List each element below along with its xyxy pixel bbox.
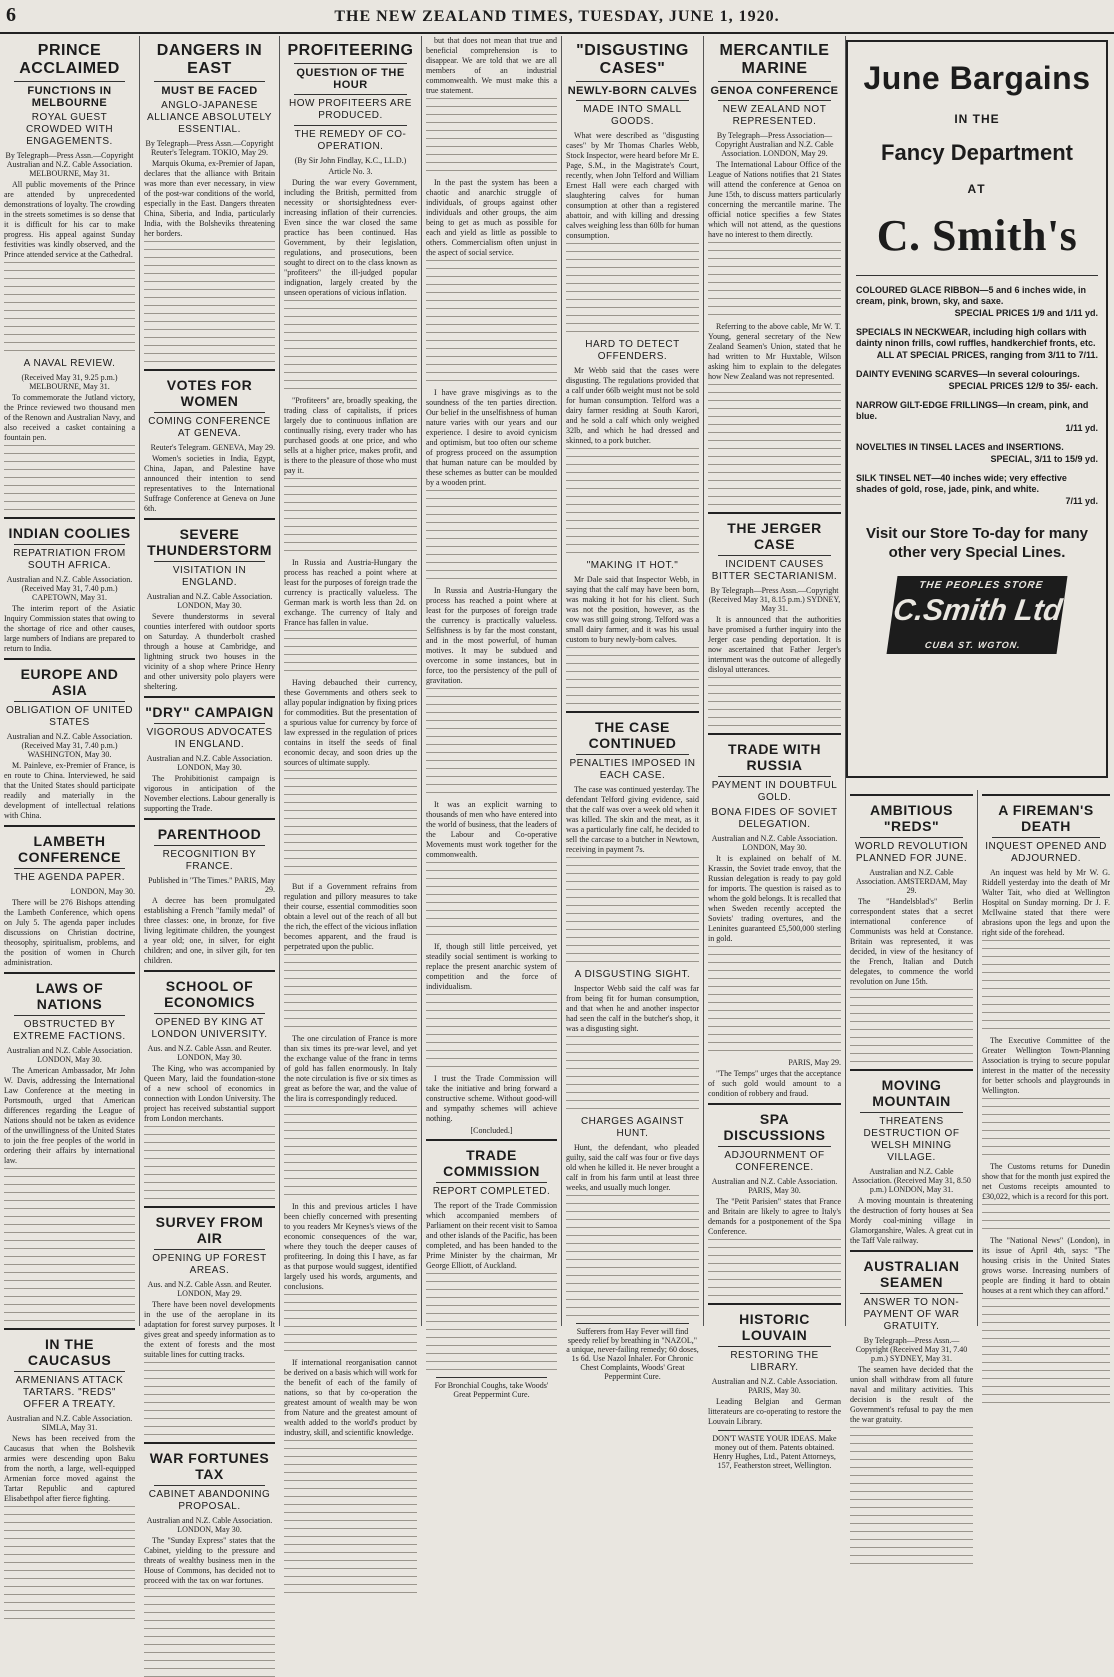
headline: INDIAN COOLIES bbox=[8, 525, 131, 541]
headline: A FIREMAN'S DEATH bbox=[998, 802, 1094, 834]
subheadline: RECOGNITION BY FRANCE. bbox=[162, 849, 257, 872]
dateline: Australian and N.Z. Cable Association. LONDON, May 30. bbox=[6, 1046, 133, 1064]
headline: MOVING MOUNTAIN bbox=[872, 1077, 951, 1109]
dateline: By Telegraph—Press Association—Copyright Australian and N.Z. Cable Association. LONDON, May 29. bbox=[715, 131, 834, 158]
ad-department: Fancy Department bbox=[881, 140, 1073, 165]
column-5 bbox=[562, 36, 704, 1381]
headline: VOTES FOR WOMEN bbox=[166, 377, 253, 409]
article-text: "Profiteers" are, broadly speaking, the trading class of capitalists, if prices largely due to continuous inflation are continually rising, every trader who has purchased goods at one price, and who sells at a higher price, makes profit, and is there to the pleasure of those who must pay it. bbox=[284, 396, 417, 475]
subheadline: GENOA CONFERENCE bbox=[710, 85, 839, 97]
article-text: The International Labour Office of the League of Nations notifies that 21 States will attend the conference at Genoa on June 15th, to discuss matters particularly concerning the mercantile marine. The official notice specifies a few States which will not attend, as the questions have no interest to them directly. bbox=[708, 160, 841, 239]
headline: IN THE CAUCASUS bbox=[27, 1336, 112, 1368]
headline: EUROPE AND ASIA bbox=[20, 666, 119, 698]
subheadline: A DISGUSTING SIGHT. bbox=[574, 969, 691, 980]
headline: "DISGUSTING CASES" bbox=[576, 42, 689, 77]
article-text: It was an explicit warning to thousands of men who have entered into the world of business, that the leaders of the Labour and Co-operative Movements must work together for the commonwealth. bbox=[426, 800, 557, 859]
subheadline: VIGOROUS ADVOCATES IN ENGLAND. bbox=[146, 727, 273, 750]
subheadline: THE REMEDY OF CO-OPERATION. bbox=[294, 129, 407, 152]
headline: THE JERGER CASE bbox=[727, 520, 822, 552]
headline: SCHOOL OF ECONOMICS bbox=[164, 978, 255, 1010]
ad-item-text: SILK TINSEL NET—40 inches wide; very effective shades of gold, rose, jade, pink, and white. bbox=[856, 473, 1067, 494]
headline: "DRY" CAMPAIGN bbox=[145, 704, 274, 720]
article-text: An inquest was held by Mr W. G. Riddell yesterday into the death of Mr Walter Tait, who died at Wellington Hospital on Sunday morning. Dr J. F. McIlwaine stated that there were abrasions upon the legs and upon the right side of the forehead. bbox=[982, 868, 1110, 937]
headline: WAR FORTUNES TAX bbox=[149, 1450, 270, 1482]
ad-item-list bbox=[848, 285, 1106, 506]
article-text: Mr Dale said that Inspector Webb, in saying that the calf may have been born, was making it hot for his client. Such was not the position, however, as the cow was still going strong. Telford was a small dairy farmer, and it was his usual custom to bury newly-born calves. bbox=[566, 575, 699, 644]
subheadline: WORLD REVOLUTION PLANNED FOR JUNE. bbox=[854, 841, 968, 864]
article-text: Women's societies in India, Egypt, China, Japan, and Palestine have announced their intention to send representatives to the International Suffrage Conference at Geneva on June 6th. bbox=[144, 454, 275, 513]
subheadline: MUST BE FACED bbox=[161, 85, 258, 97]
dateline: Australian and N.Z. Cable Association. LONDON, May 30. bbox=[146, 592, 273, 610]
ad-item-text: NOVELTIES IN TINSEL LACES and INSERTIONS. bbox=[856, 442, 1064, 452]
subheadline: PENALTIES IMPOSED IN EACH CASE. bbox=[569, 758, 696, 781]
headline: THE CASE CONTINUED bbox=[588, 719, 677, 751]
rule bbox=[14, 81, 125, 82]
newspaper-title: THE NEW ZEALAND TIMES, TUESDAY, JUNE 1, 1920. bbox=[334, 8, 780, 25]
article-text: Marquis Okuma, ex-Premier of Japan, declares that the alliance with Britain was more than ever necessary, in view of the post-war conditions of the world, especially in the East. Dangers threaten China, Siberia, and India, particularly India, with the Bolsheviks threatening her borders. bbox=[144, 159, 275, 238]
headline: AUSTRALIAN SEAMEN bbox=[863, 1258, 960, 1290]
dateline: Australian and N.Z. Cable Association. (Received May 31, 7.40 p.m.) WASHINGTON, May 30. bbox=[6, 732, 133, 759]
article-text: The case was continued yesterday. The defendant Telford giving evidence, said that the calf was over a week old when it was killed. The skin and the meat, as it was a particularly fine calf, he decided to sell the carcase to a butcher in Newtown, receiving in payment 7s. bbox=[566, 785, 699, 854]
article-text: The one circulation of France is more than six times its pre-war level, and yet the exchange value of the franc in terms of gold has fallen enormously. In Italy the note circulation is five or six times as great as before the war, and the value of the lira is correspondingly reduced. bbox=[284, 1034, 417, 1103]
ad-item-text: DAINTY EVENING SCARVES—In several colourings. bbox=[856, 369, 1080, 379]
ad-item bbox=[848, 473, 1106, 506]
ad-item-price: SPECIAL PRICES 1/9 and 1/11 yd. bbox=[954, 308, 1098, 318]
subheadline: ANSWER TO NON-PAYMENT OF WAR GRATUITY. bbox=[863, 1297, 960, 1332]
article-text: To commemorate the Jutland victory, the Prince reviewed two thousand men of the Renown and Australian Navy, and also received a casket containing a fountain pen. bbox=[4, 393, 135, 442]
article-text: There will be 276 Bishops attending the Lambeth Conference, which opens on July 5. The agenda paper includes discussions on Christian doctrine, theosophy, spiritualism, problems, and the position of women in Church administration. bbox=[4, 898, 135, 967]
ad-store-name: C. Smith's bbox=[876, 211, 1078, 260]
article-text: In this and previous articles I have been chiefly concerned with presenting to you readers Mr Keynes's views of the economic consequences of the war, where they touch the deeper causes of profiteering. In doing this I have, as far as that purpose would suggest, identified largely used his words, arguments, and conclusions. bbox=[284, 1202, 417, 1291]
column-1 bbox=[0, 36, 140, 1503]
dateline: Australian and N.Z. Cable Association. LONDON, May 30. bbox=[146, 754, 273, 772]
subheadline: ARMENIANS ATTACK TARTARS. "REDS" OFFER A TREATY. bbox=[15, 1375, 124, 1410]
headline: MERCANTILE MARINE bbox=[719, 42, 830, 77]
headline: PARENTHOOD bbox=[157, 826, 262, 842]
subheadline: REPORT COMPLETED. bbox=[432, 1186, 551, 1197]
concluded-marker: [Concluded.] bbox=[470, 1126, 513, 1135]
article-text: If international reorganisation cannot be derived on a basis which will work for the benefit of each of the family of nations, so that by co-operation the greatest amount of wealth may be won from Nature and the greatest amount of wealth added to the world's product by industry, skill, and scientific knowledge. bbox=[284, 1358, 417, 1437]
article-text: Having debauched their currency, these Governments and others seek to allay popular indignation by fixing prices for commodities. But the presentation of a spurious value for currency by force of law expressed in the regulation of prices contains in itself the seeds of final economic decay, and soon dries up the sources of ultimate supply. bbox=[284, 678, 417, 767]
dateline: Aus. and N.Z. Cable Assn. and Reuter. LONDON, May 30. bbox=[147, 1044, 272, 1062]
ad-item bbox=[848, 400, 1106, 433]
headline: SURVEY FROM AIR bbox=[155, 1214, 264, 1246]
article-text: but that does not mean that true and beneficial comprehension is to disappear. We are told that we are all members of an industrial commonwealth. We must make this a true statement. bbox=[426, 36, 557, 95]
dateline: By Telegraph—Press Assn.—Copyright Australian and N.Z. Cable Association. MELBOURNE, May 31. bbox=[5, 151, 134, 178]
column-6 bbox=[704, 36, 846, 1470]
article-text: Referring to the above cable, Mr W. T. Young, general secretary of the New Zealand Seamen's Union, stated that he had written to Mr Huxtable, Wilson asking him to explain to the delegates how New Zealand was not represented. bbox=[708, 322, 841, 381]
ad-title: June Bargains bbox=[863, 60, 1091, 96]
article-text: If, though still little perceived, yet steadily social sentiment is working to replace the present anarchic system of competition and the force of individualism. bbox=[426, 942, 557, 991]
article-text: What were described as "disgusting cases" by Mr Thomas Charles Webb, Stock Inspector, were heard before Mr E. Page, S.M., in the Magistrate's Court, recently, when John Telford and William Ernest Hall were each charged with slaughtering calves for human consumption at other than a registered abattoir, and with killing and dressing calves weighing less than 60lb for human consumption. bbox=[566, 131, 699, 240]
ad-item bbox=[848, 285, 1106, 318]
column-3 bbox=[280, 36, 422, 1437]
article-text: M. Painleve, ex-Premier of France, is en route to China. Interviewed, he said that the United States should participate readily and materially in the development of intellectual relations with China. bbox=[4, 761, 135, 820]
dateline: Australian and N.Z. Cable Association. AMSTERDAM, May 29. bbox=[855, 868, 968, 895]
column-4 bbox=[422, 36, 562, 1399]
article-text: Leading Belgian and German litterateurs are co-operating to restore the Louvain Library. bbox=[708, 1397, 841, 1426]
headline: TRADE COMMISSION bbox=[443, 1147, 540, 1179]
article-text: Inspector Webb said the calf was far from being fit for human consumption, and that when he and another inspector had seen the calf in the butcher's shop, it was a disgusting sight. bbox=[566, 984, 699, 1033]
subheadline: RESTORING THE LIBRARY. bbox=[730, 1350, 819, 1373]
article-text: All public movements of the Prince are attended by unprecedented demonstrations of loyalty. The crowding in the streets sometimes is so dense that it is difficult for his car to make progress. His appeal against Sunday festivities was kindly observed, and the Prince attended service at the Cathedral. bbox=[4, 180, 135, 259]
subheadline: REPATRIATION FROM SOUTH AFRICA. bbox=[13, 548, 126, 571]
subheadline: MADE INTO SMALL GOODS. bbox=[583, 104, 682, 127]
article-text: I trust the Trade Commission will take the initiative and bring forward a constructive scheme. Without good-will and sympathy schemes will achieve nothing. bbox=[426, 1074, 557, 1123]
dateline: Australian and N.Z. Cable Association. PARIS, May 30. bbox=[711, 1177, 838, 1195]
ad-item-text: COLOURED GLACE RIBBON—5 and 6 inches wide, in cream, pink, brown, sky, and saxe. bbox=[856, 285, 1087, 306]
subheadline: HARD TO DETECT OFFENDERS. bbox=[585, 339, 680, 362]
column-7-lower bbox=[846, 790, 978, 1424]
headline: SEVERE THUNDERSTORM bbox=[147, 526, 272, 558]
article-text: In Russia and Austria-Hungary the process has reached a point where at least for the purposes of foreign trade the currency is practically valueless. The German mark is worth less than 2d. on exchange. The currency of Italy and France has fallen in value. bbox=[284, 558, 417, 627]
ad-item-price: 7/11 yd. bbox=[1065, 496, 1098, 506]
article-text: There have been novel developments in the use of the aeroplane in its adaptation for forest survey purposes. It gives great and speedy information as to the extent of forests and the most suitable lines for cutting tracks. bbox=[144, 1300, 275, 1359]
dateline: PARIS, May 29. bbox=[788, 1058, 841, 1067]
dateline: By Telegraph—Press Assn.—Copyright (Received May 31, 8.15 p.m.) SYDNEY, May 31. bbox=[708, 586, 841, 613]
article-text: The interim report of the Asiatic Inquiry Commission states that owing to the shortage of rice and other causes, large numbers of Indians are prepared to return to India. bbox=[4, 604, 135, 653]
logo-tagline: THE PEOPLES STORE bbox=[918, 580, 1044, 591]
subheadline: INQUEST OPENED AND ADJOURNED. bbox=[985, 841, 1107, 864]
dateline: Australian and N.Z. Cable Association. PARIS, May 30. bbox=[711, 1377, 838, 1395]
subheadline: CHARGES AGAINST HUNT. bbox=[580, 1116, 685, 1139]
article-text: The Executive Committee of the Greater Wellington Town-Planning Association is trying to secure popular interest in the matter of the necessity for better schools and playgrounds in Wellington. bbox=[982, 1036, 1110, 1095]
ad-item-text: SPECIALS IN NECKWEAR, including high collars with dainty ninon frills, cowl ruffles, handkerchief fronts, etc. bbox=[856, 327, 1096, 348]
article-text: But if a Government refrains from regulation and pillory measures to take their course, essential commodities soon obtain a level out of the reach of all but the rich, the effect of the vicious inflation becomes apparent, and the fraud is perpetrated upon the public. bbox=[284, 882, 417, 951]
dateline: Australian and N.Z. Cable Association. (Received May 31, 7.40 p.m.) CAPETOWN, May 31. bbox=[6, 575, 133, 602]
headline: TRADE WITH RUSSIA bbox=[728, 741, 821, 773]
headline: PRINCE ACCLAIMED bbox=[19, 42, 120, 77]
dateline: Published in "The Times." PARIS, May 29. bbox=[148, 876, 275, 894]
article-text: The "National News" (London), in its issue of April 4th, says: "The housing crisis in the United States grows worse. Increasing numbers of people are finding it hard to obtain houses at a rent which they can afford." bbox=[982, 1236, 1110, 1295]
subheadline: ANGLO-JAPANESE ALLIANCE ABSOLUTELY ESSENTIAL. bbox=[147, 100, 272, 135]
article-text: The seamen have decided that the union shall withdraw from all future naval and military activities. This decision is the result of the Government's refusal to pay the men the war gratuity. bbox=[850, 1365, 973, 1424]
column-2 bbox=[140, 36, 280, 1585]
article-number: Article No. 3. bbox=[328, 167, 373, 176]
ad-item-price: ALL AT SPECIAL PRICES, ranging from 3/11 to 7/11. bbox=[876, 350, 1098, 360]
june-bargains-advertisement bbox=[846, 40, 1108, 778]
subheadline: COMING CONFERENCE AT GENEVA. bbox=[148, 416, 271, 439]
subheadline: OBSTRUCTED BY EXTREME FACTIONS. bbox=[13, 1019, 126, 1042]
headline: LAMBETH CONFERENCE bbox=[17, 833, 121, 865]
subheadline: OPENED BY KING AT LONDON UNIVERSITY. bbox=[151, 1017, 268, 1040]
article-text: A decree has been promulgated establishing a French "family medal" of three classes: one, in bronze, for five living legitimate children, the youngest a year old; one, in silver, for eight children; and one, in silver gilt, for ten children. bbox=[144, 896, 275, 965]
subheadline: FUNCTIONS IN MELBOURNE bbox=[27, 85, 112, 109]
subheadline: "MAKING IT HOT." bbox=[586, 560, 679, 571]
article-text: In the past the system has been a chaotic and anarchic struggle of individuals, of groups against other individuals and other groups, the aim being to get as much as possible for each and yield as little as possible to others. Commercialism often unjust in the aspect of social service. bbox=[426, 178, 557, 257]
dateline: Reuter's Telegram. GENEVA, May 29. bbox=[150, 443, 275, 452]
article-text: The Prohibitionist campaign is vigorous in anticipation of the November elections. Labour generally is supporting the Trade. bbox=[144, 774, 275, 813]
ad-item bbox=[848, 327, 1106, 360]
headline: AMBITIOUS "REDS" bbox=[869, 802, 954, 834]
ad-at: AT bbox=[967, 182, 987, 196]
page-number: 6 bbox=[6, 4, 16, 26]
ad-visit-line: Visit our Store To-day for many other very Special Lines. bbox=[866, 525, 1088, 561]
ad-in-the: IN THE bbox=[954, 112, 1000, 126]
article-text: In Russia and Austria-Hungary the process has reached a point where at least for the purposes of foreign trade the currency is practically valueless. Selfishness is by far the most constant, and in the most powerful, of human motives. It may be subdued and overcome in some instances, but in force, too the persistency of the pull of gravitation. bbox=[426, 586, 557, 685]
subheadline: VISITATION IN ENGLAND. bbox=[172, 565, 247, 588]
dateline: By Telegraph—Press Assn.—Copyright Reuter's Telegram. TOKIO, May 29. bbox=[145, 139, 274, 157]
byline: (By Sir John Findlay, K.C., LL.D.) bbox=[294, 156, 407, 165]
dateline: LONDON, May 30. bbox=[70, 887, 135, 896]
subheadline: PAYMENT IN DOUBTFUL GOLD. bbox=[711, 780, 838, 803]
subheadline: NEW ZEALAND NOT REPRESENTED. bbox=[722, 104, 827, 127]
article-text: The report of the Trade Commission which accompanied members of Parliament on their recent visit to Samoa and other islands of the Pacific, has been completed, and has been handed to the Prime Minister by the chairman, Mr George Elliott, of Auckland. bbox=[426, 1201, 557, 1270]
headline: DANGERS IN EAST bbox=[156, 42, 263, 77]
article-text: Mr Webb said that the cases were disgusting. The regulations provided that a calf under 66lb weight must not be sold for human consumption. Telford was a dairy farmer residing at South Karori, and he sold a calf which only weighed 32lb, and which he had dressed and skinned, to a pork butcher. bbox=[566, 366, 699, 445]
store-logo bbox=[887, 576, 1068, 654]
ad-item-price: SPECIAL PRICES 12/9 to 35/- each. bbox=[948, 381, 1098, 391]
subheadline: HOW PROFITEERS ARE PRODUCED. bbox=[289, 98, 412, 121]
article-text: It is announced that the authorities have promised a further inquiry into the Jerger case pending deportation. It is now ascertained that Father Jerger's internment was the outcome of allegedly disloyal utterances. bbox=[708, 615, 841, 674]
ad-item bbox=[848, 442, 1106, 464]
headline: HISTORIC LOUVAIN bbox=[739, 1311, 810, 1343]
subheadline: QUESTION OF THE HOUR bbox=[296, 67, 405, 91]
subheadline: THREATENS DESTRUCTION OF WELSH MINING VILLAGE. bbox=[863, 1116, 960, 1163]
article-text: The King, who was accompanied by Queen Mary, laid the foundation-stone of a new school of economics in connection with London University. The project has received substantial support from London merchants. bbox=[144, 1064, 275, 1123]
subheadline: INCIDENT CAUSES BITTER SECTARIANISM. bbox=[711, 559, 838, 582]
article-text: It is explained on behalf of M. Krassin, the Soviet trade envoy, that the Russian delegation is ready to pay gold for imports. The question is raised as to whom the gold belongs. It is recalled that when Sweden recently accepted the Soviets' trading overtures, and the Leninites guaranteed £5,500,000 sterling in gold. bbox=[708, 854, 841, 943]
dateline: Australian and N.Z. Cable Association. SIMLA, May 31. bbox=[6, 1414, 133, 1432]
article-text: "The Temps" urges that the acceptance of such gold would amount to a condition of robbery and fraud. bbox=[708, 1069, 841, 1098]
ad-item-price: SPECIAL, 3/11 to 15/9 yd. bbox=[990, 454, 1098, 464]
small-advertisement: DON'T WASTE YOUR IDEAS. Make money out of them. Patents obtained. Henry Hughes, Ltd., Patent Attorneys, 157, Featherston street, Wellington. bbox=[712, 1434, 837, 1470]
ad-item-text: NARROW GILT-EDGE FRILLINGS—In cream, pink, and blue. bbox=[856, 400, 1089, 421]
logo-wordmark: C.Smith Ltd bbox=[891, 594, 1065, 627]
article-text: The "Petit Parisien" states that France and Britain are likely to agree to Italy's demands for a postponement of the Spa Conference. bbox=[708, 1197, 841, 1236]
article-text: I have grave misgivings as to the soundness of the ten parties direction. Our belief in the unselfishness of human nature varies with our years and our experience. I desire to avoid cynicism and optimism, but too often our scheme of progress proceed on the assumption that human nature can be moulded by these schemes as butter can be moulded by a wooden print. bbox=[426, 388, 557, 487]
article-text: The "Handelsblad's" Berlin correspondent states that a secret international conference of Communists was held at Constance. Britain was represented, it was decided, in view of the hesitancy of the French, Italian and Dutch delegates, to commence the world revolution on June 15th. bbox=[850, 897, 973, 986]
ad-item-price: 1/11 yd. bbox=[1065, 423, 1098, 433]
dateline: Aus. and N.Z. Cable Assn. and Reuter. LONDON, May 29. bbox=[147, 1280, 272, 1298]
article-text: A moving mountain is threatening the destruction of forty houses at Sea Mordy coal-mining village in Glamorganshire, Wales. A great cut in the Taff Vale railway. bbox=[850, 1196, 973, 1245]
logo-address: CUBA ST. WGTON. bbox=[924, 640, 1022, 650]
subheadline: ROYAL GUEST CROWDED WITH ENGAGEMENTS. bbox=[25, 112, 114, 147]
dateline: (Received May 31, 9.25 p.m.) MELBOURNE, May 31. bbox=[21, 373, 118, 391]
subheadline: A NAVAL REVIEW. bbox=[23, 358, 116, 369]
article-text: During the war every Government, including the British, permitted from necessity or shortsightedness ever-increasing inflation of their currencies. Even since the war closed the same practice has been continued. Has Government, by their legislation, regulations, and prosecutions, been sought to direct on to the class known as "profiteers" the ill-judged popular indignation, largely created by the unseen operations of vicious inflation. bbox=[284, 178, 417, 297]
ad-item bbox=[848, 369, 1106, 391]
dateline: Australian and N.Z. Cable Association. LONDON, May 30. bbox=[711, 834, 838, 852]
dateline: By Telegraph—Press Assn.—Copyright (Received May 31, 7.40 p.m.) SYDNEY, May 31. bbox=[855, 1336, 968, 1363]
article-text: Hunt, the defendant, who pleaded guilty, said the calf was four or five days old when he killed it. He never brought a calf in from his farm until at least three weeks, and usually much longer. bbox=[566, 1143, 699, 1192]
subheadline: OBLIGATION OF UNITED STATES bbox=[5, 705, 134, 728]
masthead bbox=[0, 0, 1114, 34]
subheadline: THE AGENDA PAPER. bbox=[13, 872, 126, 883]
column-8-lower bbox=[978, 790, 1114, 1326]
subheadline: NEWLY-BORN CALVES bbox=[567, 85, 698, 97]
headline: PROFITEERING bbox=[287, 42, 414, 59]
article-text: The "Sunday Express" states that the Cabinet, yielding to the pressure and threats of wealthy business men in the House of Commons, has decided not to proceed with the tax on war fortunes. bbox=[144, 1536, 275, 1585]
dateline: Australian and N.Z. Cable Association. (Received May 31, 8.50 p.m.) LONDON, May 31. bbox=[852, 1167, 971, 1194]
article-text: Severe thunderstorms in several counties interfered with outdoor sports on Saturday. A thunderbolt crashed through a house at Cambridge, and lightning struck two houses in the vicinity of a shop where Prince Henry and other university polo players were sheltering. bbox=[144, 612, 275, 691]
article-text: The Customs returns for Dunedin show that for the month just expired the net Customs receipts amounted to £30,022, which is a record for this port. bbox=[982, 1162, 1110, 1201]
small-advertisement: For Bronchial Coughs, take Woods' Great Peppermint Cure. bbox=[434, 1381, 549, 1399]
dateline: Australian and N.Z. Cable Association. LONDON, May 30. bbox=[146, 1516, 273, 1534]
headline: LAWS OF NATIONS bbox=[35, 980, 104, 1012]
small-advertisement: Sufferers from Hay Fever will find speedy relief by breathing in "NAZOL," a unique, never-failing remedy; 60 doses, 1s 6d. Use Nazol Inhaler. For Chronic Chest Complaints, Woods' Great Peppermint Cure. bbox=[566, 1327, 699, 1381]
subheadline: ADJOURNMENT OF CONFERENCE. bbox=[724, 1150, 825, 1173]
subheadline: OPENING UP FOREST AREAS. bbox=[152, 1253, 267, 1276]
article-text: News has been received from the Caucasus that when the Bolshevik armies were descending upon Baku from the north, a large, well-equipped Armenian force moved against the Tartar Republic and captured Elisabethpol after fierce fighting. bbox=[4, 1434, 135, 1503]
subheadline: BONA FIDES OF SOVIET DELEGATION. bbox=[711, 807, 838, 830]
subheadline: CABINET ABANDONING PROPOSAL. bbox=[148, 1489, 271, 1512]
article-text: The American Ambassador, Mr John W. Davis, addressing the International Law Conference at the meeting in Portsmouth, urged that American differences regarding the League of Nations should not be taken as evidence of the unwillingness of the United States to join the free peoples of the world in ordering their affairs by international law. bbox=[4, 1066, 135, 1165]
headline: SPA DISCUSSIONS bbox=[723, 1111, 826, 1143]
